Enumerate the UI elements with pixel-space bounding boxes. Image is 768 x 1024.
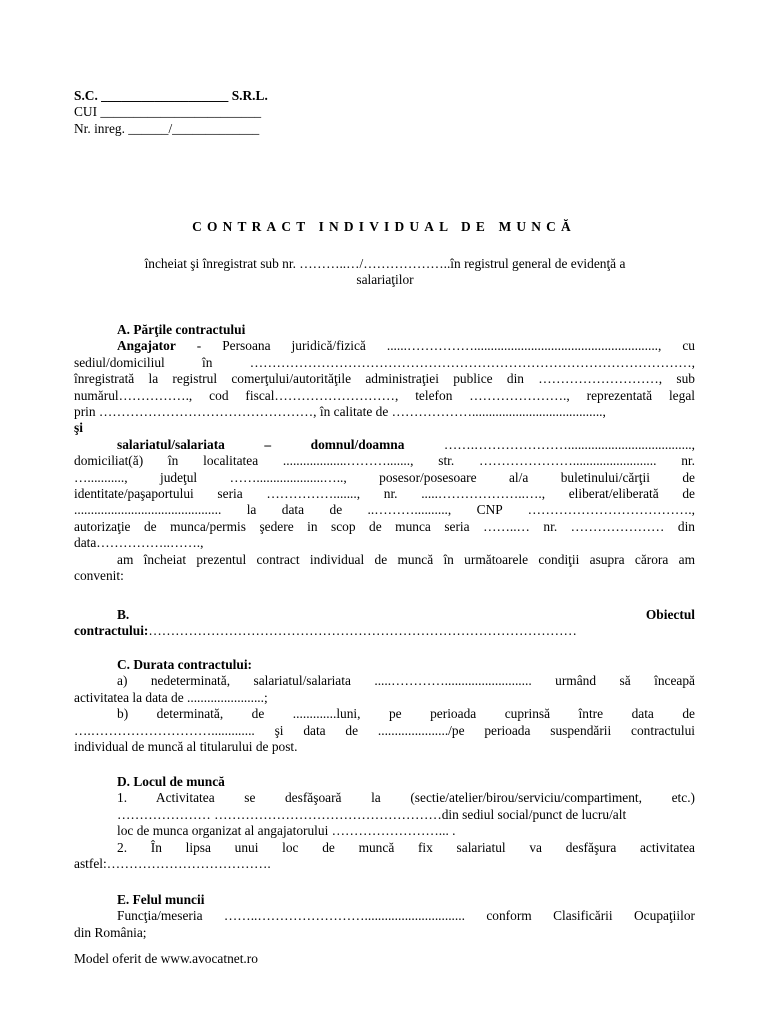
employee-id-line: identitate/paşaportului seria ……………......., nr. .....………………..…., eliberat/eliberată de	[74, 486, 695, 502]
document-title: CONTRACT INDIVIDUAL DE MUNCĂ	[192, 219, 576, 234]
employee-cnp-line: ............................................ la data de ..……….........., CNP ……………………………….,	[74, 502, 695, 518]
employer-address-line: sediul/domiciliul în ………………………………………………………………………………………,	[74, 354, 695, 370]
section-duration	[74, 657, 695, 755]
cui-line: CUI ________________________	[74, 104, 262, 120]
employer-line	[74, 338, 695, 354]
section-a-heading: A. Părţile contractului	[117, 322, 246, 337]
employer-label: Angajator	[117, 338, 176, 354]
section-c-heading: C. Durata contractului:	[117, 657, 253, 672]
section-b-heading	[74, 607, 695, 623]
section-parties	[74, 322, 695, 585]
job-title-line: Funcţia/meseria ……..…………………….............................. conform Clasificării Ocupaţiilor	[117, 908, 695, 924]
employer-fiscal-line: numărul……………., cod fiscal………………………, telefon …………………., reprezentată legal	[74, 387, 695, 403]
employee-text: …….………………….....................................,	[404, 436, 695, 452]
indefinite-duration-line: a) nedeterminată, salariatul/salariata .....………….......................... urmând să înceapă	[117, 673, 695, 689]
workplace-line-3: loc de munca organizat al angajatorului ……………………... .	[117, 823, 456, 839]
company-name-line: S.C. ___________________ S.R.L.	[74, 88, 268, 103]
subtitle-line-1: încheiat şi înregistrat sub nr. ………..…/………………..în registrul general de evidenţă a	[144, 256, 626, 271]
job-title-line-end: din România;	[74, 924, 147, 940]
employee-permit-date-line: data……………..…….,	[74, 535, 204, 551]
employee-address-line: domiciliat(ă) în localitatea ...................………......., str. …………………......................... nr.	[74, 453, 695, 469]
fixed-title-holder-line: individual de muncă al titularului de post.	[74, 739, 298, 755]
workplace-line-2: ………………… ……………………………………………din sediul social/punct de lucru/alt	[117, 806, 627, 822]
section-b-blank: ……………………………………………………………………………………	[148, 623, 577, 639]
subtitle-line-2: salariaţilor	[356, 272, 414, 288]
section-b-line	[74, 623, 695, 639]
employer-representative-line: prin …………………………………………, în calitate de ……………….......................................,	[74, 404, 606, 420]
employee-label: salariatul/salariata – domnul/doamna	[117, 436, 405, 452]
fixed-duration-line: b) determinată, de .............luni, pe perioada cuprinsă între data de	[117, 706, 695, 722]
employee-line	[74, 437, 695, 453]
fixed-period-line: ….………………………............. şi data de ...................../pe perioada suspendării contractului	[74, 722, 695, 738]
section-b-title-end: contractului:	[74, 623, 149, 639]
no-fixed-workplace-line: 2. În lipsa unui loc de muncă fix salariatul va desfăşura activitatea	[117, 839, 695, 855]
employer-text: - Persoana juridică/fizică ......……………......................................................., cu	[175, 338, 695, 354]
section-b-title-start: Obiectul	[645, 607, 695, 622]
no-fixed-workplace-line-end: astfel:……………………………….	[74, 856, 271, 872]
section-workplace	[74, 774, 695, 872]
section-object	[74, 607, 695, 640]
section-job-type	[74, 892, 695, 941]
employee-permit-line: autorizaţie de munca/permis şedere in scop de munca seria ……..… nr. ………………… din	[74, 518, 695, 534]
company-header	[74, 88, 695, 137]
employee-county-line: …..........., judeţul ……....................….., posesor/posesoare al/a buletinului/cărţii de	[74, 469, 695, 485]
and-conjunction: şi	[74, 420, 83, 436]
indefinite-start-line: activitatea la data de .......................;	[74, 689, 268, 705]
footer-attribution: Model oferit de www.avocatnet.ro	[74, 951, 258, 966]
agreement-line: am încheiat prezentul contract individual de muncă în următoarele condiţii asupra cărora am	[117, 551, 695, 567]
section-e-heading: E. Felul muncii	[117, 892, 205, 907]
employer-registry-line: înregistrată la registrul comerţului/autorităţile administraţiei publice din ………………………, sub	[74, 371, 695, 387]
agreement-line-end: convenit:	[74, 568, 124, 584]
workplace-line-1: 1. Activitatea se desfăşoară la (sectie/atelier/birou/serviciu/compartiment, etc.)	[117, 790, 695, 806]
section-b-letter: B.	[117, 607, 130, 622]
section-d-heading: D. Locul de muncă	[117, 774, 225, 789]
subtitle	[80, 256, 690, 289]
registration-number-line: Nr. inreg. ______/_____________	[74, 120, 260, 136]
